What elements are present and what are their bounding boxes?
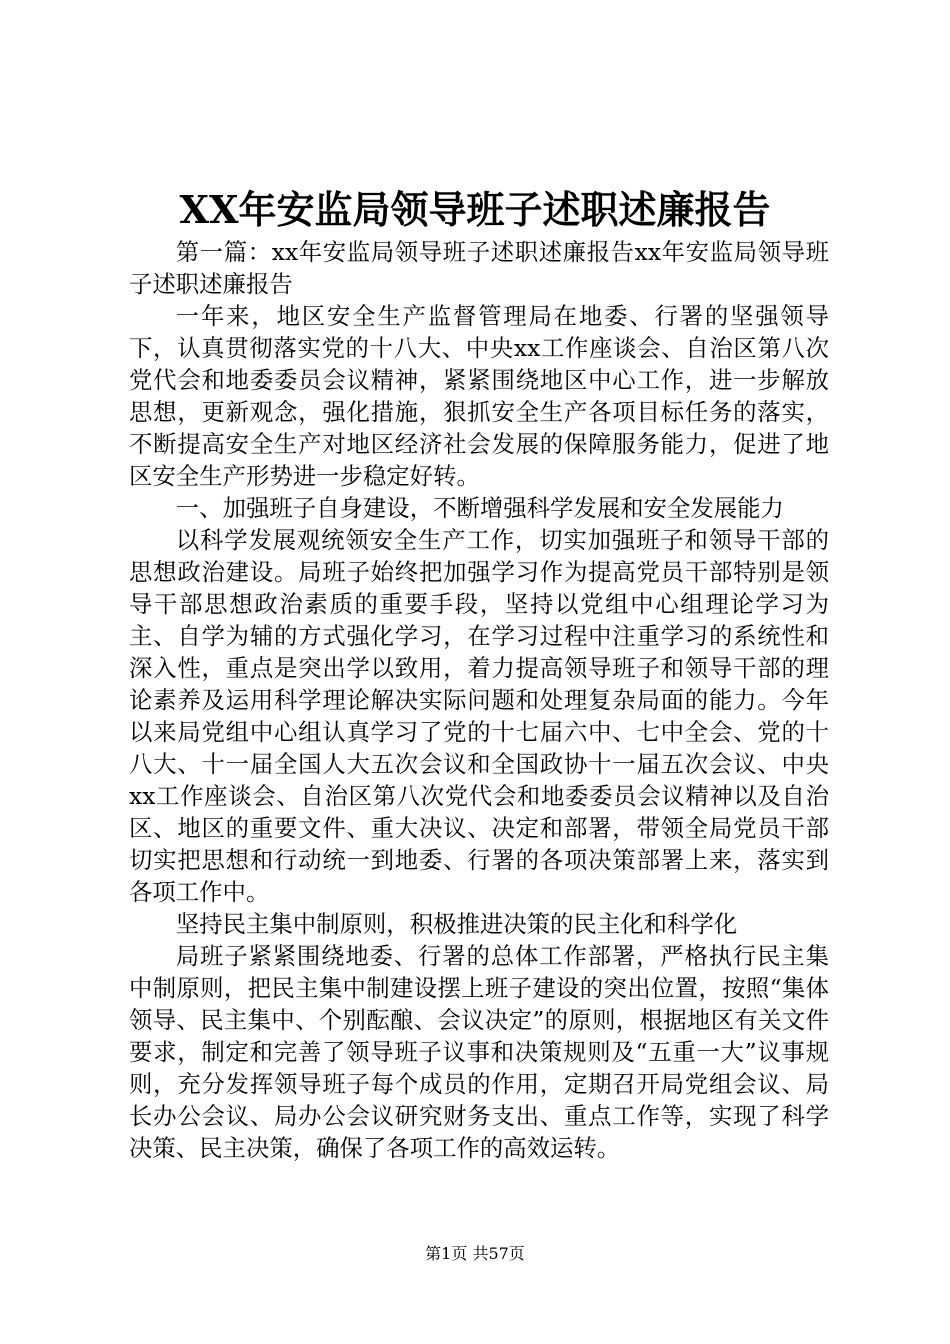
- section-heading-1: 一、加强班子自身建设，不断增强科学发展和安全发展能力: [175, 494, 784, 522]
- document-body: [129, 236, 829, 1164]
- document-title: XX年安监局领导班子述职述廉报告: [179, 187, 771, 232]
- section-heading-2: 坚持民主集中制原则，积极推进决策的民主化和科学化: [175, 910, 738, 938]
- paragraph-1: 第一篇：xx年安监局领导班子述职述廉报告xx年安监局领导班子述职述廉报告: [129, 238, 829, 298]
- page-number-footer: 第1页 共57页: [425, 1244, 525, 1263]
- paragraph-3: 以科学发展观统领安全生产工作，切实加强班子和领导干部的思想政治建设。局班子始终把加强学习作为提高党员干部特别是领导干部思想政治素质的重要手段，坚持以党组中心组理论学习为主、自学为辅的方式强化学习，在学习过程中注重学习的系统性和深入性，重点是突出学以致用，着力提高领导班子和领导干部的理论素养及运用科学理论解决实际问题和处理复杂局面的能力。今年以来局党组中心组认真学习了党的十七届六中、七中全会、党的十八大、十一届全国人大五次会议和全国政协十一届五次会议、中央xx工作座谈会、自治区第八次党代会和地委委员会议精神以及自治区、地区的重要文件、重大决议、决定和部署，带领全局党员干部切实把思想和行动统一到地委、行署的各项决策部署上来，落实到各项工作中。: [129, 526, 829, 906]
- paragraph-2: 一年来，地区安全生产监督管理局在地委、行署的坚强领导下，认真贯彻落实党的十八大、中央xx工作座谈会、自治区第八次党代会和地委委员会议精神，紧紧围绕地区中心工作，进一步解放思想，更新观念，强化措施，狠抓安全生产各项目标任务的落实，不断提高安全生产对地区经济社会发展的保障服务能力，促进了地区安全生产形势进一步稳定好转。: [129, 302, 829, 490]
- paragraph-4: 局班子紧紧围绕地委、行署的总体工作部署，严格执行民主集中制原则，把民主集中制建设摆上班子建设的突出位置，按照“集体领导、民主集中、个别酝酿、会议决定”的原则，根据地区有关文件要求，制定和完善了领导班子议事和决策规则及“五重一大”议事规则，充分发挥领导班子每个成员的作用，定期召开局党组会议、局长办公会议、局办公会议研究财务支出、重点工作等，实现了科学决策、民主决策，确保了各项工作的高效运转。: [129, 942, 829, 1162]
